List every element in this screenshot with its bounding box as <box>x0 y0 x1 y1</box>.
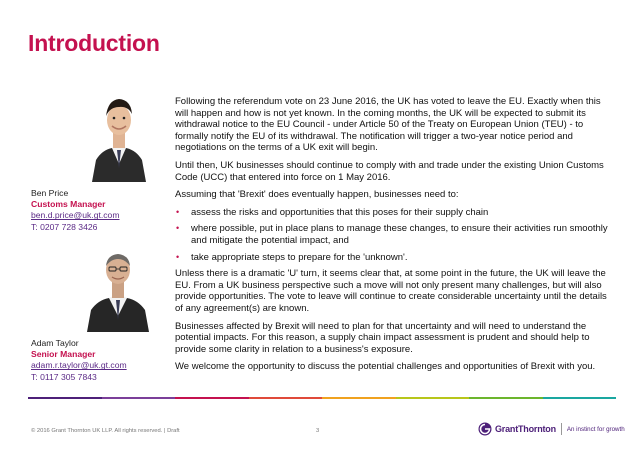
bullet-icon: • <box>176 251 180 262</box>
contact-name: Adam Taylor <box>31 338 79 348</box>
contact-phone: T: 0117 305 7843 <box>31 371 97 382</box>
paragraph-assuming: Assuming that 'Brexit' does eventually happen, businesses need to: <box>175 189 459 201</box>
page-title: Introduction <box>28 30 160 56</box>
rule-segment <box>469 397 543 399</box>
adam-taylor-photo <box>85 242 151 332</box>
contact-name: Ben Price <box>31 188 69 198</box>
bullet-icon: • <box>176 206 180 217</box>
rule-segment <box>322 397 396 399</box>
rule-segment <box>543 397 617 399</box>
list-item <box>175 252 615 264</box>
logo-brand-text: GrantThornton <box>495 424 556 434</box>
grant-thornton-logo <box>478 420 625 438</box>
list-item <box>175 223 615 246</box>
contact-email-link[interactable]: ben.d.price@uk.gt.com <box>31 210 120 221</box>
footer-copyright: © 2016 Grant Thornton UK LLP. All rights reserved. | Draft <box>31 428 180 434</box>
grant-thornton-logo-icon <box>478 422 492 436</box>
contact-card-ben-price <box>31 188 120 233</box>
body-text <box>175 96 615 379</box>
list-item-text: assess the risks and opportunities that this poses for their supply chain <box>191 206 489 218</box>
footer-color-rule <box>28 397 616 399</box>
ben-price-photo <box>88 88 150 182</box>
list-item-text: where possible, put in place plans to manage these changes, to ensure their activities run smoothly and mitigate the potential impact, and <box>191 223 608 246</box>
logo-tagline: An instinct for growth <box>566 425 625 433</box>
rule-segment <box>396 397 470 399</box>
paragraph-welcome: We welcome the opportunity to discuss the potential challenges and opportunities of Brexit with you. <box>175 361 596 373</box>
rule-segment <box>28 397 102 399</box>
logo-divider <box>561 423 562 435</box>
paragraph-plan: Businesses affected by Brexit will need to plan for that uncertainty and will need to understand the potential impacts. For this reason, a supply chain impact assessment is prudent and should help to provide some clarity in relation to a business's exposure. <box>175 320 590 355</box>
contact-card-adam-taylor <box>31 338 127 383</box>
bullet-list <box>175 207 615 263</box>
list-item <box>175 207 615 219</box>
page-number: 3 <box>316 428 320 434</box>
rule-segment <box>249 397 323 399</box>
paragraph-referendum: Following the referendum vote on 23 June 2016, the UK has voted to leave the EU. Exactly when this will happen and how is not yet known. In the coming months, the UK will be expected to submit its withdrawal notice to the EU Council - under Article 50 of the Treaty on European Union (TEU) - to formally notify the EU of its withdrawal. The notification will trigger a two-year notice period and negotiations on the terms of a UK exit will begin. <box>175 96 601 154</box>
bullet-icon: • <box>176 223 180 234</box>
contact-role: Senior Manager <box>31 349 96 360</box>
paragraph-u-turn: Unless there is a dramatic 'U' turn, it seems clear that, at some point in the future, the UK will leave the EU. From a UK business perspective such a move will not only present many challenges, but will also provide opportunities. The vote to leave will continue to create considerable uncertainty until the details of any agreement(s) are known. <box>175 268 607 314</box>
contact-phone: T: 0207 728 3426 <box>31 221 98 232</box>
contact-email-link[interactable]: adam.r.taylor@uk.gt.com <box>31 360 127 371</box>
paragraph-ucc: Until then, UK businesses should continue to comply with and trade under the existing Union Customs Code (UCC) that entered into force on 1 May 2016. <box>175 159 604 183</box>
rule-segment <box>175 397 249 399</box>
rule-segment <box>102 397 176 399</box>
contact-role: Customs Manager <box>31 199 106 210</box>
list-item-text: take appropriate steps to prepare for the 'unknown'. <box>191 251 408 263</box>
